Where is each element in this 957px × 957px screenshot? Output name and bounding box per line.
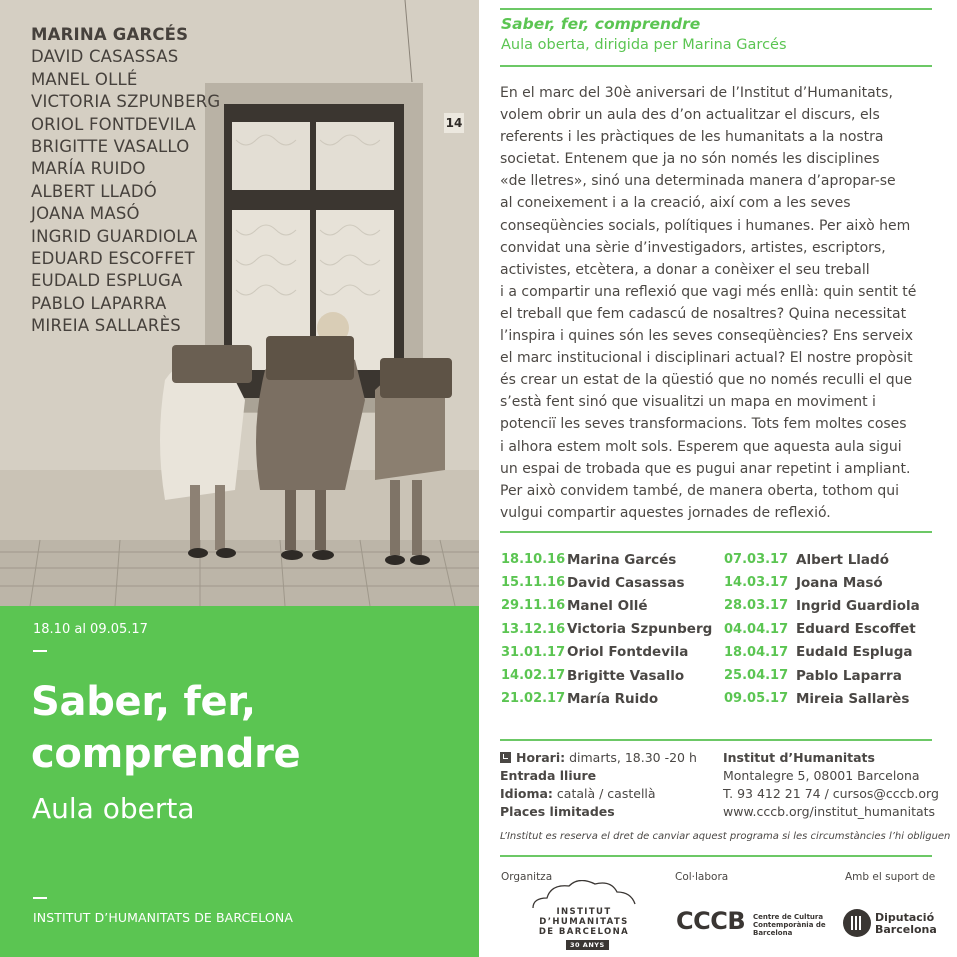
intro-line: Per això convidem també, de manera oberta, tothom qui xyxy=(500,482,900,499)
organizer-label: Organitza xyxy=(501,871,553,883)
places-label: Places limitades xyxy=(500,804,615,819)
intro-line: un espai de trobada que es pugui anar repetint i ampliant. xyxy=(500,460,911,477)
session-speaker: Ingrid Guardiola xyxy=(796,597,920,614)
session-date: 31.01.17 xyxy=(501,644,566,660)
ih-logo-line: INSTITUT xyxy=(556,907,612,917)
session-date: 14.03.17 xyxy=(724,575,789,591)
session-speaker: Pablo Laparra xyxy=(796,667,902,684)
schedule-row xyxy=(724,687,920,710)
speaker-name: BRIGITTE VASALLO xyxy=(31,137,190,157)
intro-line: conseqüències socials, polítiques i humanes. Per això hem xyxy=(500,217,911,234)
divider-rule xyxy=(500,531,932,533)
cover-title-line: comprendre xyxy=(31,731,301,777)
horari-value: dimarts, 18.30 -20 h xyxy=(569,750,697,765)
cover-subtitle: Aula oberta xyxy=(32,792,195,825)
schedule-row xyxy=(724,594,920,617)
intro-line: vulgui compartir aquestes jornades de reflexió. xyxy=(500,504,831,521)
cccb-fullname: Centre de Cultura Contemporània de Barcelona xyxy=(753,913,826,937)
schedule-row xyxy=(501,548,712,571)
schedule-row xyxy=(501,571,712,594)
schedule-row xyxy=(501,664,712,687)
session-speaker: Eduard Escoffet xyxy=(796,621,916,638)
speaker-name: INGRID GUARDIOLA xyxy=(31,226,198,246)
clock-icon xyxy=(500,752,511,763)
diputacio-name xyxy=(875,912,937,936)
schedule-row xyxy=(724,571,920,594)
session-date: 21.02.17 xyxy=(501,691,566,707)
diputacio-seal-icon xyxy=(843,909,871,937)
session-speaker: Oriol Fontdevila xyxy=(567,644,689,661)
session-date: 25.04.17 xyxy=(724,668,789,684)
session-date: 18.04.17 xyxy=(724,644,789,660)
contact-phone-email[interactable]: T. 93 412 21 74 / cursos@cccb.org xyxy=(723,786,939,801)
house-number-plate: 14 xyxy=(444,113,464,133)
intro-line: al coneixement i a la creació, així com a les seves xyxy=(500,195,851,212)
idioma-label: Idioma: xyxy=(500,786,553,801)
idioma-value: català / castellà xyxy=(556,786,656,801)
intro-line: i alhora estem molt sols. Esperem que aquesta aula sigui xyxy=(500,438,902,455)
cloud-outline-icon xyxy=(525,880,645,910)
practical-info xyxy=(500,749,697,821)
schedule-row xyxy=(501,687,712,710)
collaborator-label: Col·labora xyxy=(675,871,729,883)
contact-institution: Institut d’Humanitats xyxy=(723,750,875,765)
schedule-row xyxy=(501,641,712,664)
entrada-label: Entrada lliure xyxy=(500,768,597,783)
ih-logo-line: D’HUMANITATS xyxy=(539,917,629,927)
intro-line: referents i les pràctiques de les humanitats a la nostra xyxy=(500,129,884,146)
schedule-column-left xyxy=(501,548,712,710)
institute-name: INSTITUT D’HUMANITATS DE BARCELONA xyxy=(33,910,293,925)
session-date: 18.10.16 xyxy=(501,552,566,568)
diputacio-name-line: Diputació xyxy=(875,911,935,924)
speaker-name: MARÍA RUIDO xyxy=(31,159,146,179)
divider-rule xyxy=(500,65,932,67)
intro-line: potenciï les seves transformacions. Tots fem moltes coses xyxy=(500,416,907,433)
schedule-row xyxy=(501,618,712,641)
intro-line: societat. Entenem que ja no són només les disciplines xyxy=(500,151,880,168)
schedule-column-right xyxy=(724,548,920,710)
cccb-wordmark: CCCB xyxy=(676,907,746,935)
speaker-name: EDUARD ESCOFFET xyxy=(31,249,195,269)
divider-rule xyxy=(500,855,932,857)
session-speaker: Eudald Espluga xyxy=(796,644,913,661)
intro-line: i a compartir una reflexió que vagi més enllà: quin sentit té xyxy=(500,283,917,300)
intro-line: el treball que fem cadascú de nosaltres? Quina necessitat xyxy=(500,305,907,322)
schedule-row xyxy=(501,594,712,617)
session-speaker: Marina Garcés xyxy=(567,551,677,568)
date-range: 18.10 al 09.05.17 xyxy=(33,622,148,637)
divider-dash xyxy=(33,650,47,652)
speaker-name: MARINA GARCÉS xyxy=(31,25,189,44)
session-date: 09.05.17 xyxy=(724,691,789,707)
session-date: 04.04.17 xyxy=(724,621,789,637)
intro-line: volem obrir un aula des d’on actualitzar el discurs, els xyxy=(500,107,880,124)
session-speaker: Brigitte Vasallo xyxy=(567,667,685,684)
speakers-list xyxy=(31,24,220,338)
speaker-name: MIREIA SALLARÈS xyxy=(31,316,181,336)
speaker-name: EUDALD ESPLUGA xyxy=(31,271,183,291)
speaker-name: ALBERT LLADÓ xyxy=(31,181,157,201)
session-speaker: Victoria Szpunberg xyxy=(567,621,713,638)
speaker-name: DAVID CASASSAS xyxy=(31,47,179,67)
intro-line: s’està fent sinó que visualitzi un mapa en moviment i xyxy=(500,394,876,411)
divider-dash xyxy=(33,897,47,899)
session-speaker: Joana Masó xyxy=(796,574,883,591)
schedule-row xyxy=(724,664,920,687)
speaker-name: ORIOL FONTDEVILA xyxy=(31,114,196,134)
institut-humanitats-logo xyxy=(525,880,645,952)
session-date: 07.03.17 xyxy=(724,552,789,568)
intro-line: el marc institucional i disciplinari actual? El nostre propòsit xyxy=(500,350,913,367)
anniversary-badge: 30 ANYS xyxy=(566,940,609,950)
schedule-hours xyxy=(500,749,697,767)
session-speaker: David Casassas xyxy=(567,574,685,591)
support-label: Amb el suport de xyxy=(845,871,936,883)
disclaimer: L’Institut es reserva el dret de canviar aquest programa si les circumstàncies l’hi obliguen xyxy=(500,831,951,842)
session-date: 15.11.16 xyxy=(501,575,566,591)
cover-green-block xyxy=(0,606,479,957)
intro-line: En el marc del 30è aniversari de l’Institut d’Humanitats, xyxy=(500,85,893,101)
session-speaker: Manel Ollé xyxy=(567,597,648,614)
contact-info xyxy=(723,749,939,821)
intro-line: «de lletres», sinó una determinada manera d’apropar-se xyxy=(500,173,896,190)
speaker-name: JOANA MASÓ xyxy=(31,204,140,224)
session-speaker: Albert Lladó xyxy=(796,551,889,568)
program-title: Saber, fer, comprendre xyxy=(501,15,701,33)
cover-photo xyxy=(0,0,479,606)
intro-line: convidat una sèrie d’investigadors, artistes, escriptors, xyxy=(500,239,886,256)
speaker-name: PABLO LAPARRA xyxy=(31,293,167,313)
contact-address: Montalegre 5, 08001 Barcelona xyxy=(723,768,920,783)
session-date: 14.02.17 xyxy=(501,668,566,684)
schedule-row xyxy=(724,618,920,641)
divider-rule xyxy=(500,8,932,10)
ih-logo-line: DE BARCELONA xyxy=(538,927,630,937)
speaker-name: MANEL OLLÉ xyxy=(31,69,138,89)
cover-title-line: Saber, fer, xyxy=(31,679,256,725)
speaker-name: VICTORIA SZPUNBERG xyxy=(31,92,221,112)
schedule-row xyxy=(724,548,920,571)
places-info xyxy=(500,803,697,821)
session-speaker: María Ruido xyxy=(567,690,659,707)
session-date: 29.11.16 xyxy=(501,598,566,614)
schedule-row xyxy=(724,641,920,664)
session-date: 13.12.16 xyxy=(501,621,566,637)
divider-rule xyxy=(500,739,932,741)
intro-text xyxy=(500,82,940,524)
language-info xyxy=(500,785,697,803)
contact-website[interactable]: www.cccb.org/institut_humanitats xyxy=(723,804,936,819)
horari-label: Horari: xyxy=(516,750,566,765)
session-date: 28.03.17 xyxy=(724,598,789,614)
diputacio-name-line: Barcelona xyxy=(875,923,937,936)
intro-line: l’inspira i quines són les seves conseqüències? Ens serveix xyxy=(500,328,914,345)
entrance-info xyxy=(500,767,697,785)
cover-title xyxy=(31,676,451,780)
program-subtitle: Aula oberta, dirigida per Marina Garcés xyxy=(501,37,787,53)
intro-line: activistes, etcètera, a donar a conèixer el seu treball xyxy=(500,261,870,278)
intro-line: és crear un estat de la qüestió que no només reculli el que xyxy=(500,372,913,389)
session-speaker: Mireia Sallarès xyxy=(796,690,910,707)
